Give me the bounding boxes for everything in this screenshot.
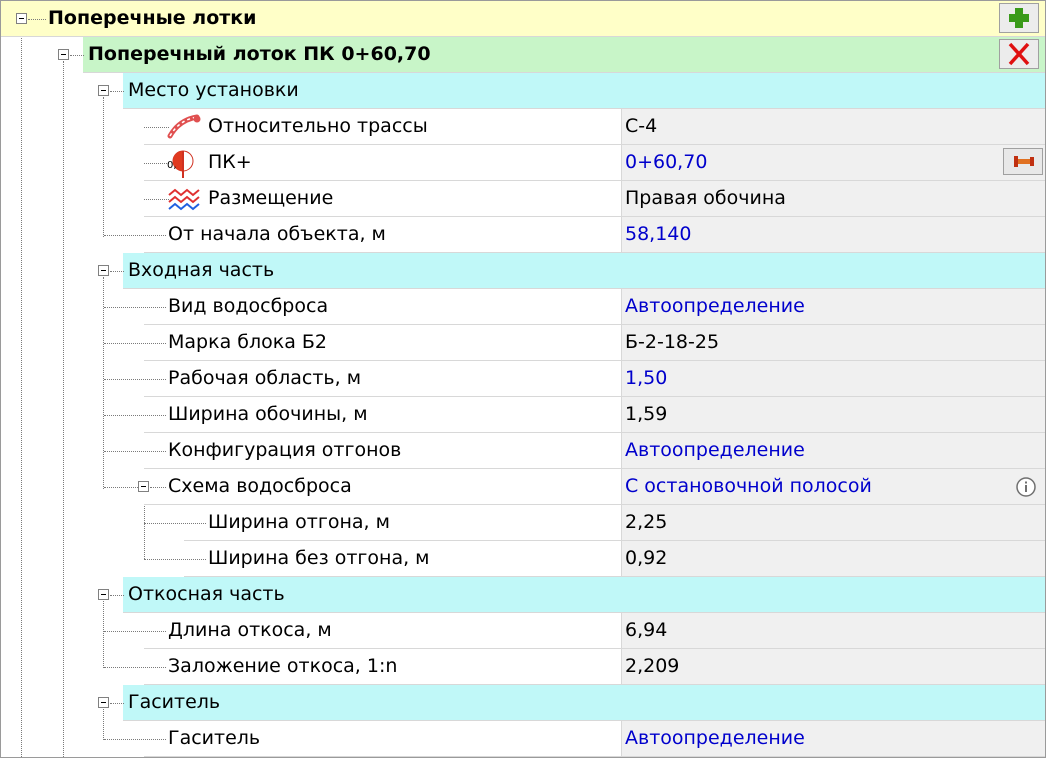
property-label: Ширина обочины, м	[168, 403, 368, 425]
property-value-trassa[interactable]: С-4	[621, 109, 1046, 145]
property-value-ot-nachala[interactable]: 58,140	[621, 217, 1046, 253]
group-title: Поперечные лотки	[48, 7, 257, 29]
delete-button[interactable]	[999, 39, 1039, 69]
property-row-shema[interactable]	[1, 469, 1046, 505]
category-mesto-row[interactable]	[1, 73, 1046, 109]
tree-connector	[110, 595, 124, 596]
category-title: Входная часть	[128, 259, 275, 281]
property-label: Размещение	[208, 187, 334, 209]
add-button[interactable]	[999, 3, 1039, 33]
tree-connector	[104, 343, 166, 344]
property-value-pk[interactable]: 0+60,70	[621, 145, 1046, 181]
property-row-shir-bez[interactable]	[1, 541, 1046, 577]
pick-point-icon	[1004, 149, 1042, 174]
picket-icon-caption: 0,	[167, 160, 177, 171]
group-header-row[interactable]	[1, 1, 1046, 37]
category-title: Место установки	[128, 79, 299, 101]
property-value-vid[interactable]: Автоопределение	[621, 289, 1046, 325]
tree-connector	[104, 415, 166, 416]
tree-connector	[70, 55, 84, 56]
property-value-rab[interactable]: 1,50	[621, 361, 1046, 397]
tree-connector	[104, 235, 166, 236]
property-row-zal[interactable]	[1, 649, 1046, 685]
info-icon[interactable]	[1015, 476, 1037, 498]
plus-icon	[1000, 4, 1038, 32]
property-value-dlina[interactable]: 6,94	[621, 613, 1046, 649]
collapse-category-toggle[interactable]	[98, 697, 109, 708]
property-label: Гаситель	[168, 727, 261, 749]
property-row-dlina[interactable]	[1, 613, 1046, 649]
property-row-trassa[interactable]	[1, 109, 1046, 145]
property-row-shir-otg[interactable]	[1, 505, 1046, 541]
category-gasit-row[interactable]	[1, 685, 1046, 721]
collapse-item-toggle[interactable]	[58, 49, 69, 60]
property-row-ot-nachala[interactable]	[1, 217, 1046, 253]
property-row-rab[interactable]	[1, 361, 1046, 397]
property-row-konf[interactable]	[1, 433, 1046, 469]
property-row-pk[interactable]	[1, 145, 1046, 181]
property-label: Рабочая область, м	[168, 367, 362, 389]
tree-connector	[144, 559, 206, 560]
close-icon	[1000, 40, 1038, 68]
property-label: Относительно трассы	[208, 115, 428, 137]
property-label: От начала объекта, м	[168, 223, 386, 245]
tree-connector	[104, 379, 166, 380]
property-label: Заложение откоса, 1:n	[168, 655, 398, 677]
collapse-category-toggle[interactable]	[98, 85, 109, 96]
tree-connector	[104, 631, 166, 632]
category-title: Гаситель	[128, 691, 221, 713]
collapse-category-toggle[interactable]	[98, 265, 109, 276]
collapse-category-toggle[interactable]	[98, 589, 109, 600]
property-row-shir-ob[interactable]	[1, 397, 1046, 433]
property-label: Конфигурация отгонов	[168, 439, 402, 461]
property-label: Вид водосброса	[168, 295, 329, 317]
tree-connector	[104, 487, 138, 488]
property-label: Ширина отгона, м	[208, 511, 390, 533]
property-value-shir-otg[interactable]: 2,25	[621, 505, 1046, 541]
property-value-marka[interactable]: Б-2-18-25	[621, 325, 1046, 361]
tree-connector	[104, 667, 166, 668]
property-label: Длина откоса, м	[168, 619, 332, 641]
tree-connector	[110, 703, 124, 704]
category-vhod-row[interactable]	[1, 253, 1046, 289]
tree-connector	[144, 199, 169, 200]
property-row-marka[interactable]	[1, 325, 1046, 361]
collapse-group-toggle[interactable]	[16, 13, 27, 24]
property-label: ПК+	[208, 151, 252, 173]
pick-on-plan-button[interactable]	[1003, 148, 1043, 175]
route-icon	[167, 114, 203, 140]
item-title: Поперечный лоток ПК 0+60,70	[88, 43, 431, 65]
collapse-shema-toggle[interactable]	[138, 481, 149, 492]
tree-connector	[104, 307, 166, 308]
property-value-zal[interactable]: 2,209	[621, 649, 1046, 685]
property-value-shir-ob[interactable]: 1,59	[621, 397, 1046, 433]
property-value-shir-bez[interactable]: 0,92	[621, 541, 1046, 577]
property-label: Схема водосброса	[168, 475, 352, 497]
tree-connector	[144, 523, 206, 524]
property-value-konf[interactable]: Автоопределение	[621, 433, 1046, 469]
tree-connector	[104, 739, 166, 740]
property-row-gasitel[interactable]	[1, 721, 1046, 757]
category-title: Откосная часть	[128, 583, 285, 605]
property-label: Ширина без отгона, м	[208, 547, 430, 569]
tree-connector	[28, 19, 46, 20]
property-row-vid[interactable]	[1, 289, 1046, 325]
property-value-razm[interactable]: Правая обочина	[621, 181, 1046, 217]
item-header-row[interactable]	[1, 37, 1046, 73]
tree-connector	[144, 127, 169, 128]
category-otkos-row[interactable]	[1, 577, 1046, 613]
property-row-razm[interactable]	[1, 181, 1046, 217]
category-band	[123, 685, 1046, 721]
tree-connector	[104, 451, 166, 452]
tree-connector	[110, 91, 124, 92]
placement-icon	[167, 187, 203, 211]
tree-connector	[150, 487, 166, 488]
property-label: Марка блока Б2	[168, 331, 328, 353]
property-value-shema[interactable]: С остановочной полосой	[621, 469, 1046, 505]
property-value-gasitel[interactable]: Автоопределение	[621, 721, 1046, 757]
tree-connector	[110, 271, 124, 272]
